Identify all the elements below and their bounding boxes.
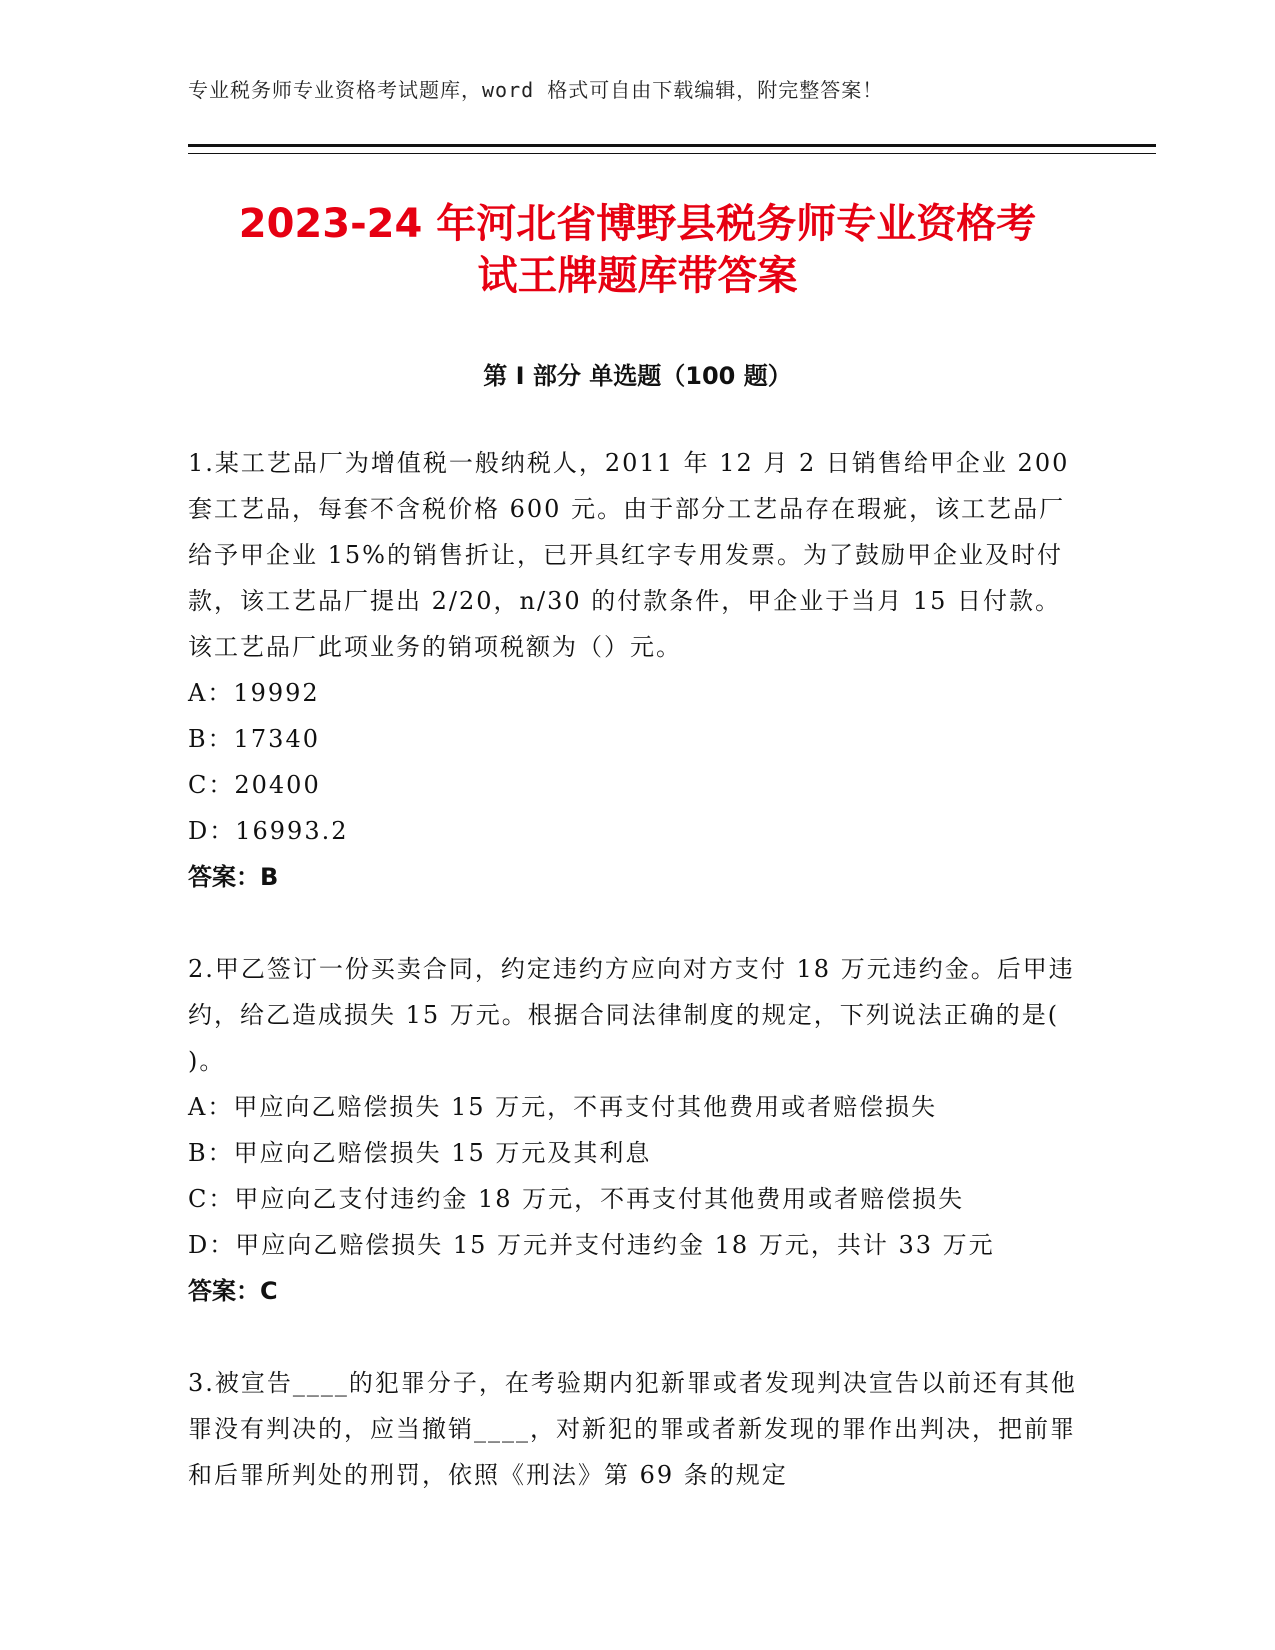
option-a: A：甲应向乙赔偿损失 15 万元，不再支付其他费用或者赔偿损失 [188, 1093, 938, 1121]
section-heading: 第 I 部分 单选题（100 题） [483, 362, 792, 390]
title-line-1: 2023-24 年河北省博野县税务师专业资格考 [238, 201, 1037, 247]
option-b: B：甲应向乙赔偿损失 15 万元及其利息 [188, 1139, 652, 1167]
title-line-2: 试王牌题库带答案 [477, 253, 798, 299]
page-header: 专业税务师专业资格考试题库，word 格式可自由下载编辑，附完整答案！ [188, 78, 884, 102]
question-1 [188, 440, 1078, 900]
document-title [150, 198, 1125, 302]
answer: 答案：B [188, 863, 279, 891]
question-text: 3.被宣告____的犯罪分子，在考验期内犯新罪或者发现判决宣告以前还有其他罪没有判决的，应当撤销____，对新犯的罪或者新发现的罪作出判决，把前罪和后罪所判处的刑罚，依照《刑法》第 69 条的规定 [188, 1369, 1077, 1489]
answer: 答案：C [188, 1277, 278, 1305]
option-c: C：20400 [188, 771, 321, 799]
option-c: C：甲应向乙支付违约金 18 万元，不再支付其他费用或者赔偿损失 [188, 1185, 965, 1213]
question-2 [188, 946, 1078, 1314]
option-b: B：17340 [188, 725, 320, 753]
option-a: A：19992 [188, 679, 320, 707]
header-rule-thin [188, 153, 1156, 154]
question-3 [188, 1360, 1078, 1498]
header-rule-thick [188, 144, 1156, 147]
question-list [188, 440, 1078, 1544]
question-text: 2.甲乙签订一份买卖合同，约定违约方应向对方支付 18 万元违约金。后甲违约，给乙造成损失 15 万元。根据合同法律制度的规定，下列说法正确的是( )。 [188, 955, 1075, 1075]
option-d: D：16993.2 [188, 817, 349, 845]
question-text: 1.某工艺品厂为增值税一般纳税人，2011 年 12 月 2 日销售给甲企业 200 套工艺品，每套不含税价格 600 元。由于部分工艺品存在瑕疵，该工艺品厂给予甲企业 15%的销售折让，已开具红字专用发票。为了鼓励甲企业及时付款，该工艺品厂提出 2/20，n/30 的付款条件，甲企业于当月 15 日付款。该工艺品厂此项业务的销项税额为（）元。 [188, 449, 1070, 661]
option-d: D：甲应向乙赔偿损失 15 万元并支付违约金 18 万元，共计 33 万元 [188, 1231, 995, 1259]
